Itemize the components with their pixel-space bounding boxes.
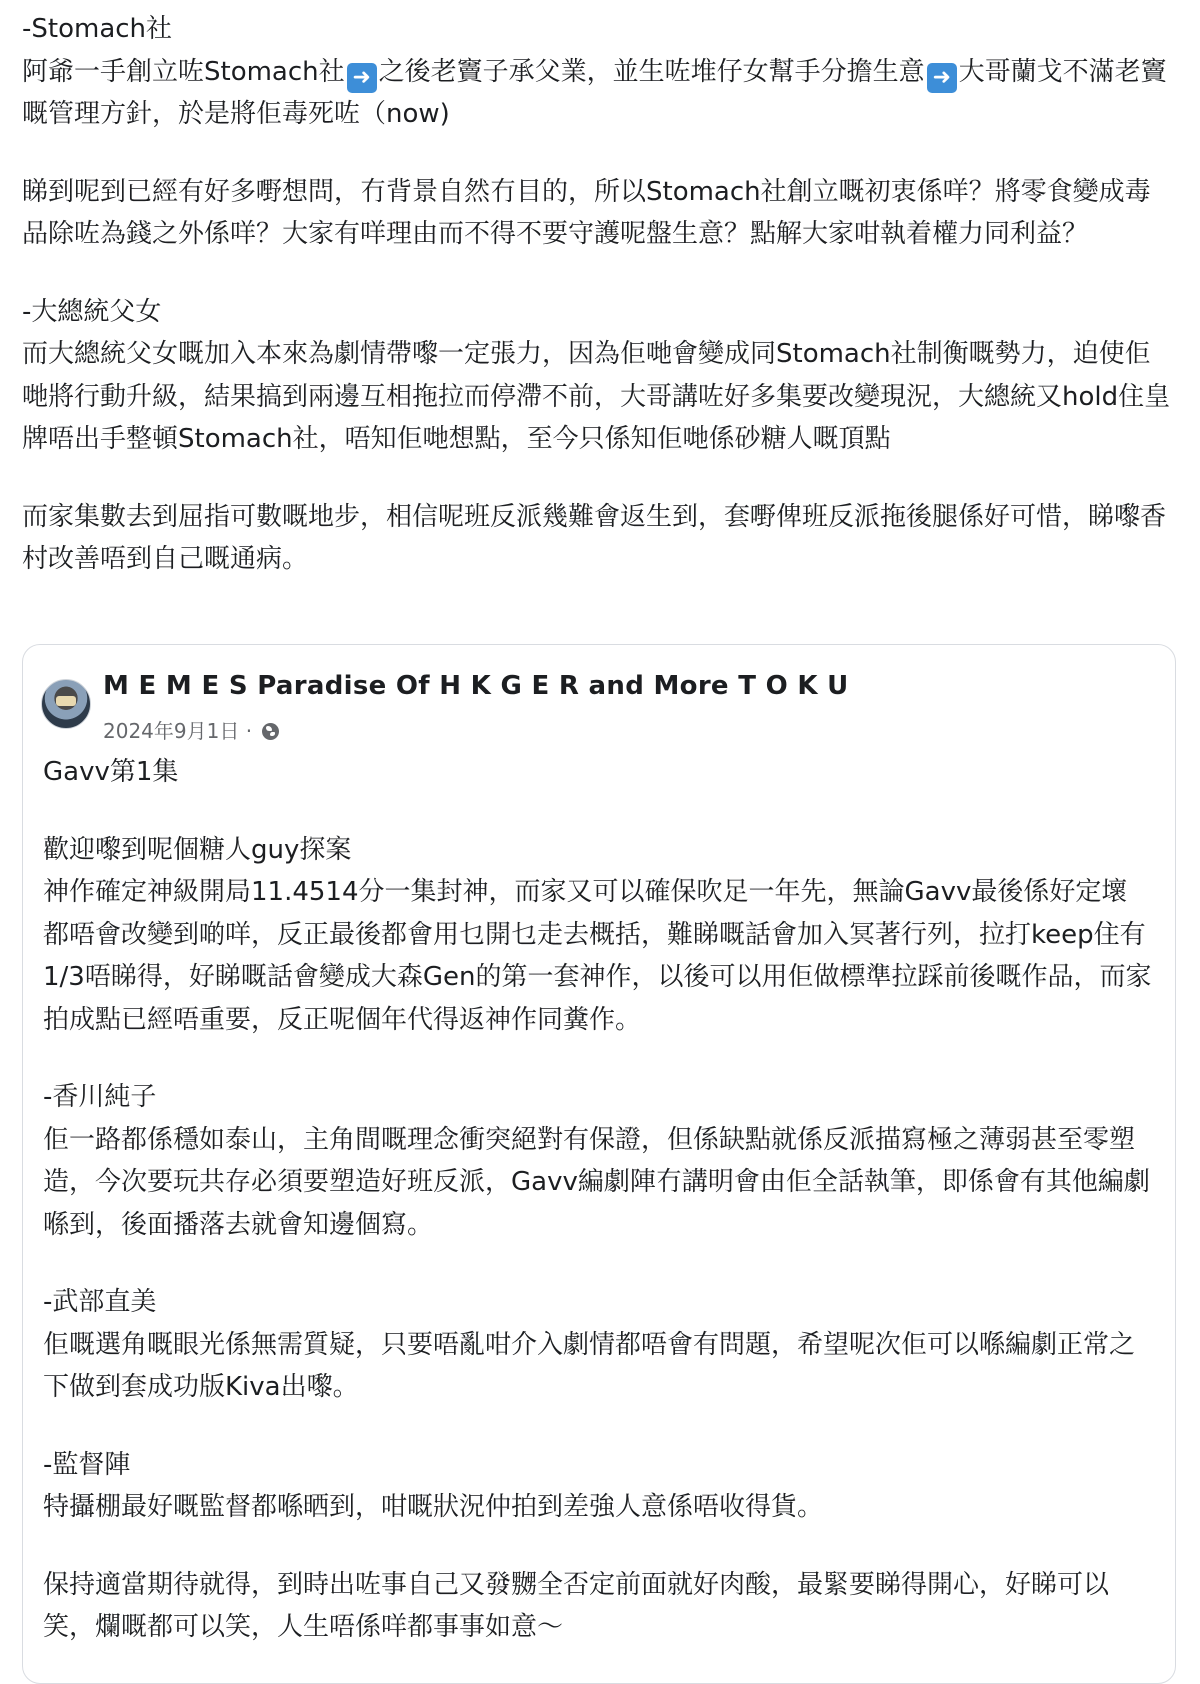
globe-icon — [262, 723, 279, 740]
right-arrow-icon: ➜ — [347, 63, 377, 93]
shared-post-header — [41, 659, 1141, 743]
shared-post-body — [43, 751, 1153, 1649]
section-president — [22, 291, 1172, 461]
section-text: 佢一路都係穩如泰山，主角間嘅理念衝突絕對有保證，但係缺點就係反派描寫極之薄弱甚至零塑造，今次要玩共存必須要塑造好班反派，Gavv編劇陣冇講明會由佢全話執筆，即係會有其他編劇喺到，後面播落去就會知邊個寫。 — [43, 1124, 1150, 1240]
section-kagawa — [43, 1076, 1153, 1246]
post-date[interactable]: 2024年9月1日 — [103, 719, 240, 743]
section-text: 神作確定神級開局11.4514分一集封神，而家又可以確保吹足一年先，無論Gavv最後係好定壞都唔會改變到啲咩，反正最後都會用乜開乜走去概括，難睇嘅話會加入冥著行列，拉打keep住有1/3唔睇得，好睇嘅話會變成大森Gen的第一套神作，以後可以用佢做標準拉踩前後嘅作品，而家拍成點已經唔重要，反正呢個年代得返神作同糞作。 — [43, 877, 1152, 1035]
section-title: -Stomach社 — [22, 14, 173, 44]
section-title: 歡迎嚟到呢個糖人guy探案 — [43, 834, 352, 865]
post-meta — [103, 715, 279, 744]
section-intro — [43, 829, 1153, 1042]
post-body — [22, 8, 1172, 581]
closing-paragraph: 保持適當期待就得，到時出咗事自己又發嬲全否定前面就好肉酸，最緊要睇得開心，好睇可以笑，爛嘅都可以笑，人生唔係咩都事事如意～ — [43, 1569, 1110, 1642]
section-text: 佢嘅選角嘅眼光係無需質疑，只要唔亂咁介入劇情都唔會有問題，希望呢次佢可以喺編劇正常之下做到套成功版Kiva出嚟。 — [43, 1329, 1136, 1402]
shared-post-title: Gavv第1集 — [43, 757, 179, 787]
section-text: 大哥蘭戈不滿老竇嘅管理方針，於是將佢毒死咗（now) — [22, 56, 1167, 129]
right-arrow-icon: ➜ — [927, 63, 957, 93]
page-name-link[interactable]: M E M E S Paradise Of H K G E R and More T O K U — [103, 671, 849, 701]
section-title: -武部直美 — [43, 1287, 157, 1317]
section-title: -大總統父女 — [22, 296, 162, 327]
avatar[interactable] — [41, 679, 91, 729]
section-text: 之後老竇子承父業，並生咗堆仔女幫手分擔生意 — [378, 56, 925, 87]
paragraph-conclusion: 而家集數去到屈指可數嘅地步，相信呢班反派幾難會返生到，套嘢俾班反派拖後腿係好可惜，睇嚟香村改善唔到自己嘅通病。 — [22, 501, 1167, 574]
paragraph-questions: 睇到呢到已經有好多嘢想問，冇背景自然冇目的，所以Stomach社創立嘅初衷係咩？將零食變成毒品除咗為錢之外係咩？大家有咩理由而不得不要守護呢盤生意？點解大家咁執着權力同利益？ — [22, 176, 1151, 249]
section-text: 阿爺一手創立咗Stomach社 — [22, 56, 345, 87]
section-text: 而大總統父女嘅加入本來為劇情帶嚟一定張力，因為佢哋會變成同Stomach社制衡嘅勢力，迫使佢哋將行動升級，結果搞到兩邊互相拖拉而停滯不前，大哥講咗好多集要改變現況，大總統又hold住皇牌唔出手整頓Stomach社，唔知佢哋想點，至今只係知佢哋係砂糖人嘅頂點 — [22, 339, 1171, 454]
meta-separator: · — [239, 719, 259, 743]
section-director — [43, 1444, 1153, 1529]
section-text: 特攝棚最好嘅監督都喺晒到，咁嘅狀況仲拍到差強人意係唔收得貨。 — [43, 1492, 824, 1522]
shared-post-card[interactable] — [22, 644, 1176, 1684]
section-takebe — [43, 1281, 1153, 1409]
section-title: -監督陣 — [43, 1449, 131, 1480]
section-title: -香川純子 — [43, 1082, 157, 1112]
section-stomach — [22, 8, 1172, 136]
